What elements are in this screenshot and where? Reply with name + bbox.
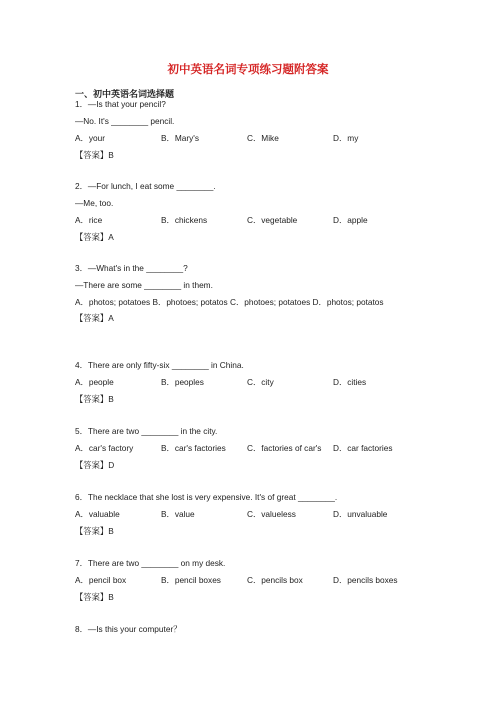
question-1 <box>75 96 420 164</box>
question-stem: 2．—For lunch, I eat some ________. <box>75 181 216 191</box>
option-c: C．valueless <box>247 509 296 519</box>
option-b: B．value <box>161 509 195 519</box>
option-d: D．cities <box>333 377 367 387</box>
question-4 <box>75 357 420 408</box>
option-c: C．city <box>247 377 274 387</box>
question-stem: 7．There are two ________ on my desk. <box>75 558 226 568</box>
question-3 <box>75 260 420 327</box>
options-row <box>75 130 420 147</box>
options-row <box>75 374 420 391</box>
question-stem: 6．The necklace that she lost is very expensive. It's of great ________. <box>75 492 338 502</box>
option-b: B．car's factories <box>161 443 226 453</box>
option-d: D．my <box>333 133 359 143</box>
options-row <box>75 440 420 457</box>
answer-text: 【答案】B <box>75 394 114 404</box>
option-d: D．pencils boxes <box>333 575 398 585</box>
option-b: B．Mary's <box>161 133 200 143</box>
question-stem: 1．—Is that your pencil? <box>75 99 166 109</box>
question-stem: 8．—Is this your computer？ <box>75 624 182 634</box>
question-stem: 5．There are two ________ in the city. <box>75 426 218 436</box>
answer-text: 【答案】A <box>75 232 114 242</box>
question-line: —There are some ________ in them. <box>75 280 213 290</box>
question-line: —No. It's ________ pencil. <box>75 116 175 126</box>
answer-text: 【答案】D <box>75 460 115 470</box>
question-6 <box>75 489 420 540</box>
answer-text: 【答案】B <box>75 150 114 160</box>
options-row-wrapped: A．photos; potatoes B．photoes; potatos C．photoes; potatoes D．photos; potatos <box>75 297 384 307</box>
answer-text: 【答案】B <box>75 592 114 602</box>
option-a: A．pencil box <box>75 575 127 585</box>
question-8 <box>75 621 420 638</box>
options-row <box>75 572 420 589</box>
answer-text: 【答案】B <box>75 526 114 536</box>
option-a: A．valuable <box>75 509 120 519</box>
option-c: C．pencils box <box>247 575 303 585</box>
option-a: A．your <box>75 133 105 143</box>
options-row <box>75 506 420 523</box>
options-row <box>75 212 420 229</box>
option-a: A．people <box>75 377 114 387</box>
option-d: D．unvaluable <box>333 509 388 519</box>
question-7 <box>75 555 420 606</box>
option-c: C．factories of car's <box>247 443 322 453</box>
question-2 <box>75 178 420 246</box>
question-line: —Me, too. <box>75 198 114 208</box>
answer-text: 【答案】A <box>75 313 114 323</box>
question-stem: 4．There are only fifty-six ________ in China. <box>75 360 244 370</box>
option-c: C．vegetable <box>247 215 298 225</box>
option-c: C．Mike <box>247 133 279 143</box>
option-b: B．pencil boxes <box>161 575 221 585</box>
section-heading: 一、初中英语名词选择题 <box>75 89 175 99</box>
option-d: D．car factories <box>333 443 393 453</box>
option-d: D．apple <box>333 215 368 225</box>
page-title: 初中英语名词专项练习题附答案 <box>167 62 329 76</box>
option-a: A．rice <box>75 215 103 225</box>
option-a: A．car's factory <box>75 443 134 453</box>
option-b: B．chickens <box>161 215 208 225</box>
question-5 <box>75 423 420 474</box>
question-stem: 3．—What's in the ________? <box>75 263 188 273</box>
option-b: B．peoples <box>161 377 204 387</box>
